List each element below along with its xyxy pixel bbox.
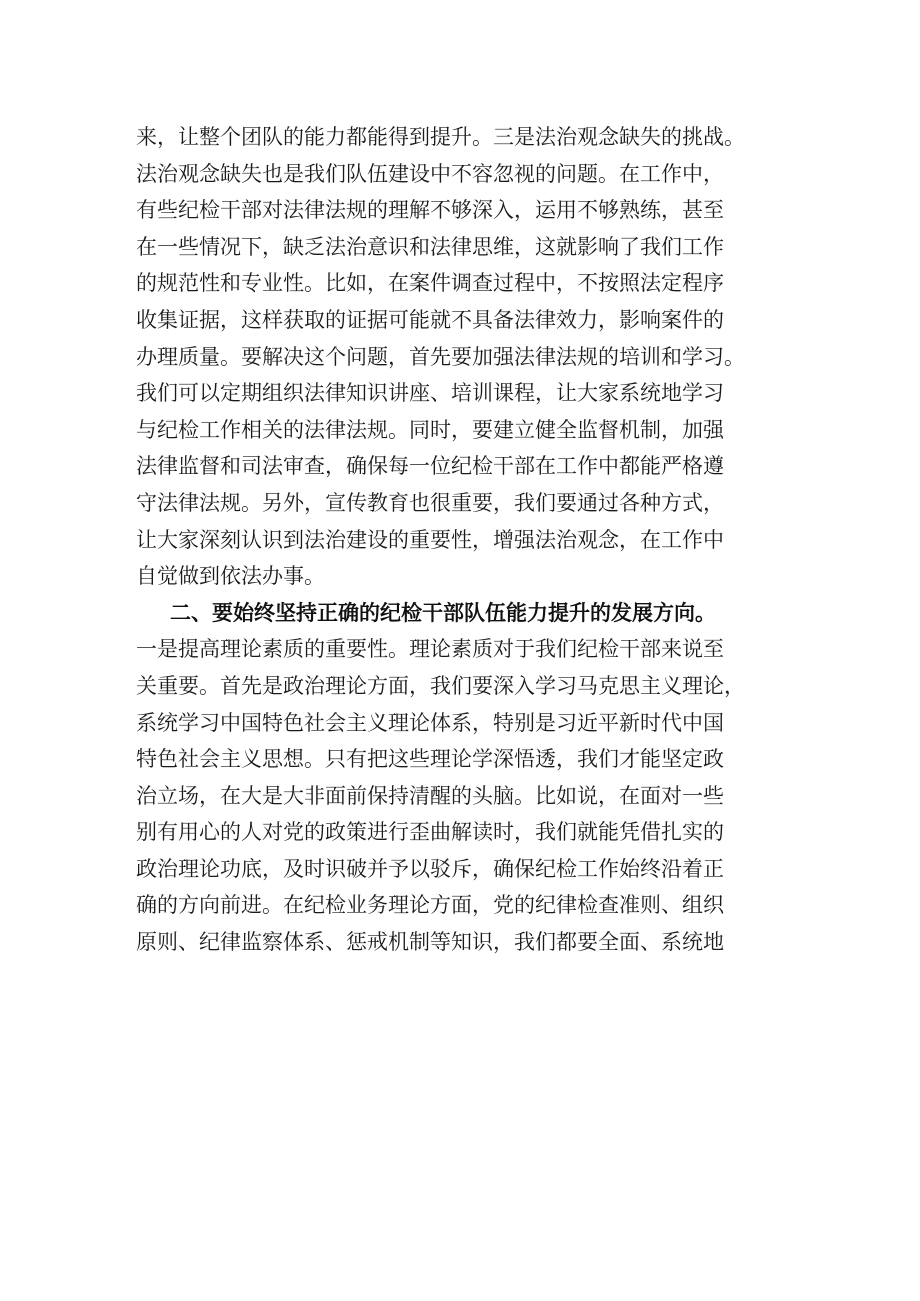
paragraph-line: 关重要。首先是政治理论方面，我们要深入学习马克思主义理论， <box>136 673 745 698</box>
paragraph-line: 办理质量。要解决这个问题，首先要加强法律法规的培训和学习。 <box>136 344 745 369</box>
paragraph-line: 的规范性和专业性。比如，在案件调查过程中，不按照法定程序 <box>136 271 724 296</box>
paragraph-line: 确的方向前进。在纪检业务理论方面，党的纪律检查准则、组织 <box>136 893 724 918</box>
paragraph-line: 在一些情况下，缺乏法治意识和法律思维，这就影响了我们工作 <box>136 234 724 259</box>
paragraph-line: 别有用心的人对党的政策进行歪曲解读时，我们就能凭借扎实的 <box>136 820 724 845</box>
paragraph-line: 系统学习中国特色社会主义理论体系，特别是习近平新时代中国 <box>136 710 724 735</box>
paragraph-line: 特色社会主义思想。只有把这些理论学深悟透，我们才能坚定政 <box>136 747 724 772</box>
paragraph-line: 治立场，在大是大非面前保持清醒的头脑。比如说，在面对一些 <box>136 783 724 808</box>
paragraph-line: 原则、纪律监察体系、惩戒机制等知识，我们都要全面、系统地 <box>136 930 724 955</box>
paragraph-line: 收集证据，这样获取的证据可能就不具备法律效力，影响案件的 <box>136 307 724 332</box>
document-body <box>136 119 796 961</box>
paragraph-line: 自觉做到依法办事。 <box>136 564 325 589</box>
paragraph-line: 来，让整个团队的能力都能得到提升。三是法治观念缺失的挑战。 <box>136 125 745 149</box>
paragraph-line: 一是提高理论素质的重要性。理论素质对于我们纪检干部来说至 <box>136 637 724 662</box>
paragraph-line: 我们可以定期组织法律知识讲座、培训课程，让大家系统地学习 <box>136 381 724 406</box>
paragraph-line: 法律监督和司法审查，确保每一位纪检干部在工作中都能严格遵 <box>136 454 724 479</box>
paragraph-line: 守法律法规。另外，宣传教育也很重要，我们要通过各种方式， <box>136 490 724 515</box>
paragraph-line: 法治观念缺失也是我们队伍建设中不容忽视的问题。在工作中， <box>136 161 724 186</box>
paragraph-line: 与纪检工作相关的法律法规。同时，要建立健全监督机制，加强 <box>136 417 724 442</box>
paragraph-line: 有些纪检干部对法律法规的理解不够深入，运用不够熟练，甚至 <box>136 198 724 223</box>
paragraph-line: 让大家深刻认识到法治建设的重要性，增强法治观念，在工作中 <box>136 527 724 552</box>
section-heading: 二、要始终坚持正确的纪检干部队伍能力提升的发展方向。 <box>170 600 716 625</box>
paragraph-line: 政治理论功底，及时识破并予以驳斥，确保纪检工作始终沿着正 <box>136 856 724 881</box>
